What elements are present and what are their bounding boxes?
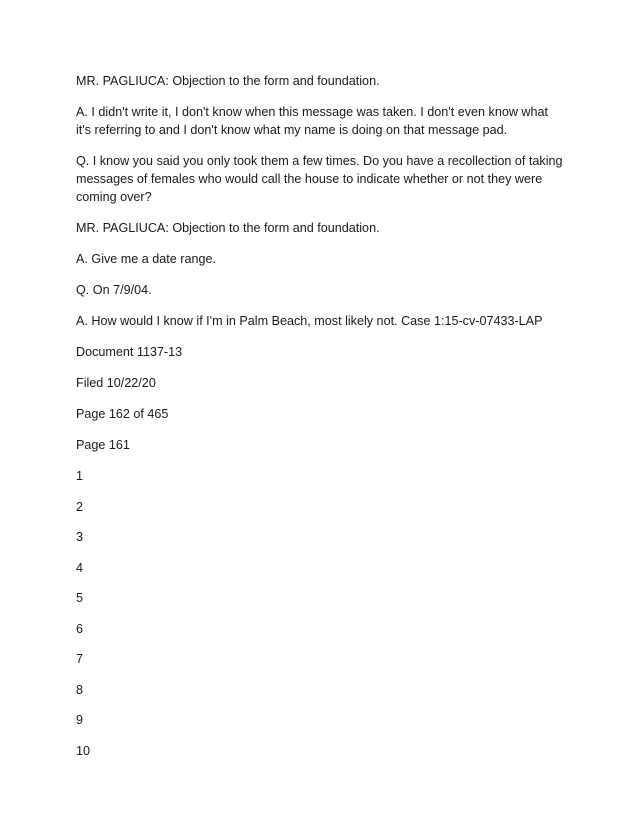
filed-date: Filed 10/22/20 xyxy=(76,376,156,390)
line-number: 10 xyxy=(76,743,91,758)
line-number: 5 xyxy=(76,591,84,605)
line-number: 2 xyxy=(76,499,84,514)
line-number: 4 xyxy=(76,560,84,575)
line-number: 6 xyxy=(76,621,84,636)
line-number: 9 xyxy=(76,713,84,727)
paragraph-answer-2: A. Give me a date range. xyxy=(76,252,217,266)
paragraph-answer-3: A. How would I know if I'm in Palm Beach, most likely not. Case 1:15-cv-07433-LAP xyxy=(76,314,543,328)
document-page xyxy=(76,72,564,772)
paragraph-question-1: Q. I know you said you only took them a few times. Do you have a recollection of taking messages of females who would call the house to indicate whether or not they were coming over? xyxy=(76,154,563,204)
paragraph-question-2: Q. On 7/9/04. xyxy=(76,283,152,297)
line-number: 7 xyxy=(76,652,84,666)
line-number: 1 xyxy=(76,469,84,483)
document-number: Document 1137-13 xyxy=(76,345,183,359)
paragraph-objection-2: MR. PAGLIUCA: Objection to the form and foundation. xyxy=(76,221,380,235)
line-number-list xyxy=(76,467,564,760)
page-of-total: Page 162 of 465 xyxy=(76,407,169,421)
line-number: 8 xyxy=(76,682,84,697)
paragraph-answer-1: A. I didn't write it, I don't know when this message was taken. I don't even know what it's referring to and I don't know what my name is doing on that message pad. xyxy=(76,105,549,137)
paragraph-objection-1: MR. PAGLIUCA: Objection to the form and foundation. xyxy=(76,74,380,88)
page-number: Page 161 xyxy=(76,438,130,452)
line-number: 3 xyxy=(76,530,84,544)
